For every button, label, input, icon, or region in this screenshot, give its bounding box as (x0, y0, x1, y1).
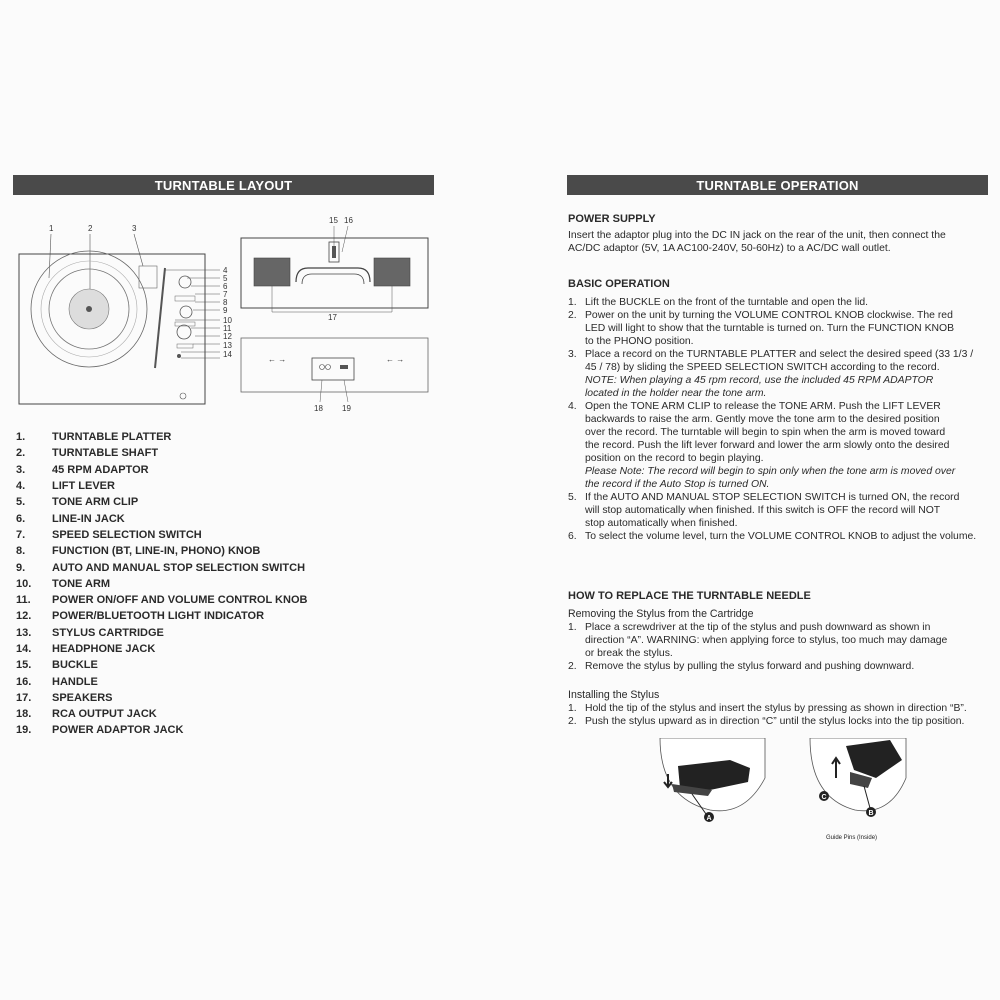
part-label: POWER ADAPTOR JACK (52, 724, 184, 737)
callout-12: 12 (223, 332, 232, 341)
part-number: 10. (16, 577, 32, 590)
callout-2: 2 (88, 224, 93, 233)
step-item (568, 660, 990, 673)
step-line: Push the stylus upward as in direction “C” until the stylus locks into the tip position. (585, 716, 965, 727)
part-label: RCA OUTPUT JACK (52, 708, 157, 721)
part-number: 6. (16, 512, 26, 525)
basic-operation-steps (568, 296, 990, 543)
step-item (568, 702, 990, 715)
removing-stylus-steps (568, 621, 990, 673)
part-item (16, 462, 436, 478)
part-number: 8. (16, 545, 26, 558)
callout-15: 15 (329, 216, 338, 225)
label-c: C (821, 794, 827, 801)
part-number: 17. (16, 691, 32, 704)
part-item (16, 576, 436, 592)
part-item (16, 543, 436, 559)
part-label: AUTO AND MANUAL STOP SELECTION SWITCH (52, 561, 306, 574)
part-label: TURNTABLE SHAFT (52, 447, 159, 460)
part-number: 16. (16, 675, 32, 688)
step-note-line: located in the holder near the tone arm. (585, 388, 767, 399)
step-item (568, 309, 990, 348)
step-line: Power on the unit by turning the VOLUME CONTROL KNOB clockwise. The red (585, 310, 953, 321)
part-number: 14. (16, 643, 32, 655)
part-label: POWER ON/OFF AND VOLUME CONTROL KNOB (52, 594, 308, 607)
step-line: position on the record to begin playing. (585, 453, 764, 464)
part-number: 18. (16, 708, 32, 721)
callout-5: 5 (223, 274, 228, 283)
part-number: 1. (16, 431, 26, 444)
step-number: 1. (568, 703, 577, 714)
part-number: 5. (16, 496, 26, 509)
svg-text:← →: ← → (386, 355, 405, 364)
step-line: Open the TONE ARM CLIP to release the TONE ARM. Push the LIFT LEVER (585, 401, 941, 412)
turntable-operation-banner: TURNTABLE OPERATION (567, 175, 988, 195)
part-item (16, 527, 436, 543)
svg-text:← →: ← → (268, 355, 287, 364)
part-number: 7. (16, 528, 26, 541)
step-line: backwards to raise the arm. Gently move the tone arm to the desired position (585, 414, 940, 425)
power-supply-section (568, 213, 990, 255)
part-item (16, 673, 436, 689)
part-label: SPEED SELECTION SWITCH (52, 528, 202, 541)
part-item (16, 641, 436, 657)
callout-8: 8 (223, 298, 228, 307)
part-item (16, 625, 436, 641)
step-number: 5. (568, 492, 577, 503)
stylus-figures (650, 738, 910, 843)
part-item (16, 494, 436, 510)
part-number: 15. (16, 659, 32, 672)
callout-9: 9 (223, 306, 228, 315)
power-supply-line-1: Insert the adaptor plug into the DC IN jack on the rear of the unit, then connect the (568, 230, 946, 241)
part-item (16, 478, 436, 494)
part-label: TURNTABLE PLATTER (52, 431, 172, 444)
installing-stylus-title: Installing the Stylus (568, 689, 660, 701)
part-item (16, 657, 436, 673)
basic-operation-heading: BASIC OPERATION (568, 278, 670, 290)
callout-17: 17 (328, 313, 337, 322)
stylus-removal-figure (660, 738, 765, 822)
turntable-front-diagram (15, 218, 237, 410)
parts-list (16, 429, 436, 739)
part-number: 3. (16, 463, 26, 476)
step-number: 2. (568, 661, 577, 672)
part-number: 12. (16, 610, 32, 623)
part-item (16, 559, 436, 575)
turntable-layout-banner: TURNTABLE LAYOUT (13, 175, 434, 195)
part-label: FUNCTION (BT, LINE-IN, PHONO) KNOB (52, 545, 261, 558)
part-label: BUCKLE (52, 659, 98, 672)
step-line: Place a screwdriver at the tip of the stylus and push downward as shown in (585, 622, 931, 633)
label-b: B (868, 810, 874, 817)
power-supply-line-2: AC/DC adaptor (5V, 1A AC100-240V, 50-60Hz) to a AC/DC wall outlet. (568, 243, 891, 254)
callout-18: 18 (314, 404, 323, 413)
part-label: TONE ARM (52, 577, 111, 590)
step-item (568, 491, 990, 530)
step-number: 4. (568, 401, 577, 412)
part-number: 9. (16, 561, 26, 574)
part-item (16, 510, 436, 526)
callout-11: 11 (223, 324, 232, 333)
part-label: TONE ARM CLIP (52, 496, 139, 509)
part-number: 13. (16, 626, 32, 639)
step-line: Place a record on the TURNTABLE PLATTER and select the desired speed (33 1/3 / (585, 349, 974, 360)
callout-14: 14 (223, 350, 232, 359)
guide-pins-label: Guide Pins (Inside) (826, 835, 878, 841)
installing-stylus-steps (568, 702, 990, 728)
callout-4: 4 (223, 266, 228, 275)
step-line: will stop automatically when finished. If this switch is OFF the record will NOT (585, 505, 941, 516)
step-number: 1. (568, 297, 577, 308)
step-line: direction “A”. WARNING: when applying force to stylus, too much may damage (585, 635, 948, 646)
callout-16: 16 (344, 216, 353, 225)
step-item (568, 400, 990, 491)
part-number: 4. (16, 480, 26, 493)
part-label: LINE-IN JACK (52, 512, 125, 525)
part-item (16, 706, 436, 722)
callout-6: 6 (223, 282, 228, 291)
step-item (568, 621, 990, 660)
step-line: the record. Push the lift lever forward and lower the arm slowly onto the desired (585, 440, 950, 451)
part-number: 2. (16, 447, 26, 460)
part-label: POWER/BLUETOOTH LIGHT INDICATOR (52, 610, 265, 623)
step-line: If the AUTO AND MANUAL STOP SELECTION SWITCH is turned ON, the record (585, 492, 960, 503)
step-number: 3. (568, 349, 577, 360)
step-line: to the PHONO position. (585, 336, 694, 347)
step-number: 6. (568, 531, 577, 542)
step-number: 2. (568, 716, 577, 727)
removing-stylus-title: Removing the Stylus from the Cartridge (568, 608, 754, 620)
part-label: HEADPHONE JACK (52, 643, 156, 655)
replace-needle-section (568, 590, 990, 728)
callout-19: 19 (342, 404, 351, 413)
part-item (16, 608, 436, 624)
part-item (16, 429, 436, 445)
callout-10: 10 (223, 316, 232, 325)
replace-needle-heading: HOW TO REPLACE THE TURNTABLE NEEDLE (568, 590, 811, 602)
step-line: Hold the tip of the stylus and insert the stylus by pressing as shown in direction “B”. (585, 703, 967, 714)
stylus-install-figure (810, 738, 906, 841)
part-label: HANDLE (52, 675, 98, 688)
step-number: 1. (568, 622, 577, 633)
step-line: or break the stylus. (585, 648, 673, 659)
step-line: Remove the stylus by pulling the stylus forward and pushing downward. (585, 661, 915, 672)
basic-operation-section (568, 278, 990, 543)
step-line: LED will light to show that the turntable is turned on. Turn the FUNCTION KNOB (585, 323, 955, 334)
step-line: stop automatically when finished. (585, 518, 738, 529)
step-note-line: NOTE: When playing a 45 rpm record, use the included 45 RPM ADAPTOR (585, 375, 934, 386)
step-item (568, 348, 990, 400)
callout-1: 1 (49, 224, 54, 233)
part-item (16, 722, 436, 738)
part-item (16, 690, 436, 706)
step-line: Lift the BUCKLE on the front of the turntable and open the lid. (585, 297, 869, 308)
step-note-line: Please Note: The record will begin to spin only when the tone arm is moved over (585, 466, 956, 477)
part-number: 19. (16, 724, 32, 737)
step-item (568, 296, 990, 309)
step-item (568, 715, 990, 728)
callout-3: 3 (132, 224, 137, 233)
power-supply-heading: POWER SUPPLY (568, 213, 656, 225)
part-label: LIFT LEVER (52, 480, 115, 493)
callout-7: 7 (223, 290, 228, 299)
step-line: over the record. The turntable will begin to spin when the arm is moved toward (585, 427, 946, 438)
part-item (16, 592, 436, 608)
label-a: A (706, 815, 712, 822)
part-label: SPEAKERS (52, 691, 113, 704)
callout-13: 13 (223, 341, 232, 350)
part-item (16, 445, 436, 461)
part-label: 45 RPM ADAPTOR (52, 463, 149, 476)
step-line: To select the volume level, turn the VOLUME CONTROL KNOB to adjust the volume. (585, 531, 977, 542)
turntable-case-diagram (238, 212, 430, 418)
part-label: STYLUS CARTRIDGE (52, 626, 164, 639)
step-note-line: the record if the Auto Stop is turned ON. (585, 479, 770, 490)
step-number: 2. (568, 310, 577, 321)
step-item (568, 530, 990, 543)
step-line: 45 / 78) by sliding the SPEED SELECTION SWITCH according to the record. (585, 362, 940, 373)
part-number: 11. (16, 594, 31, 607)
